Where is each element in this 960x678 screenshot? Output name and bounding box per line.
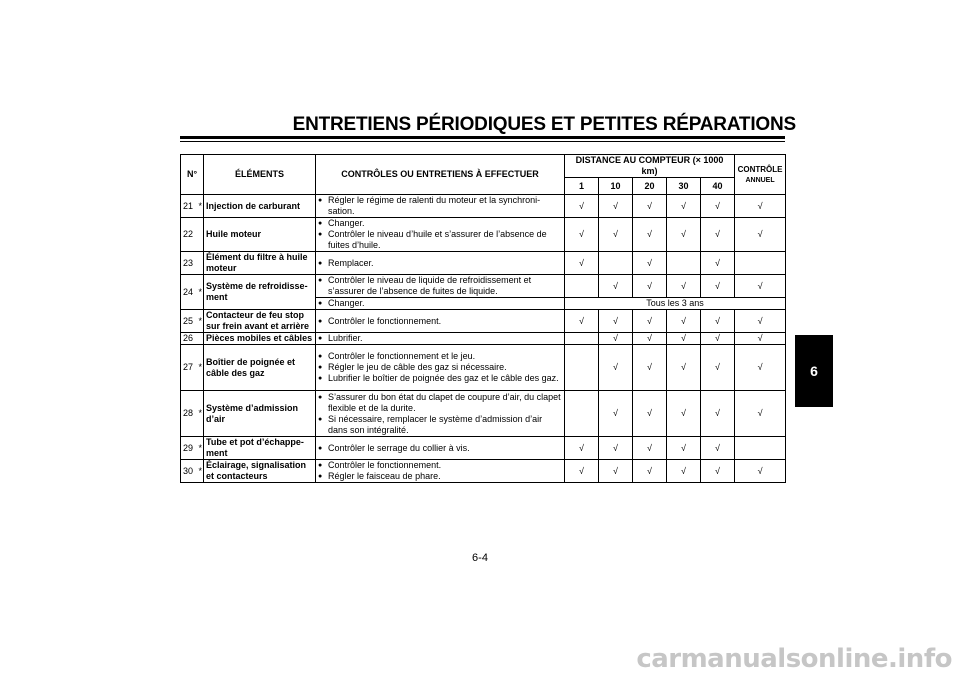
header-num: N°: [181, 155, 204, 195]
check-cell: [565, 275, 599, 298]
check-cell: √: [599, 391, 633, 437]
check-cell: √: [735, 333, 786, 345]
check-cell: √: [701, 460, 735, 483]
check-cell: √: [599, 195, 633, 218]
action-item: ● Remplacer.: [318, 258, 562, 269]
check-cell: [565, 333, 599, 345]
check-cell: √: [667, 333, 701, 345]
check-cell: √: [599, 275, 633, 298]
check-cell: √: [667, 460, 701, 483]
check-cell: √: [599, 333, 633, 345]
action-list: [318, 333, 562, 344]
check-cell: √: [565, 195, 599, 218]
table-row: [181, 391, 786, 437]
row-number: 25: [181, 310, 197, 333]
action-cell: [316, 195, 565, 218]
action-item: ● Lubrifier.: [318, 333, 562, 344]
action-item: ● Si nécessaire, remplacer le système d’admission d’air dans son intégralité.: [318, 414, 562, 436]
star-marker: *: [197, 195, 204, 218]
item-name: Éclairage, signalisation et contacteurs: [204, 460, 316, 483]
action-list: [318, 275, 562, 297]
action-cell: [316, 345, 565, 391]
check-cell: √: [565, 252, 599, 275]
table-row: [181, 333, 786, 345]
item-name: Tube et pot d’échappe-ment: [204, 437, 316, 460]
check-cell: [667, 252, 701, 275]
row-number: 26: [181, 333, 197, 345]
check-cell: √: [735, 460, 786, 483]
action-item: ● Changer.: [318, 218, 562, 229]
check-cell: √: [667, 218, 701, 252]
star-marker: *: [197, 345, 204, 391]
check-cell: √: [565, 460, 599, 483]
row-number: 24: [181, 275, 197, 310]
row-number: 29: [181, 437, 197, 460]
title-underline-thick: [180, 136, 785, 139]
check-cell: √: [735, 391, 786, 437]
action-cell: [316, 310, 565, 333]
check-cell: √: [701, 218, 735, 252]
check-cell: [735, 437, 786, 460]
check-cell: √: [633, 437, 667, 460]
action-item: ● Contrôler le fonctionnement et le jeu.: [318, 351, 562, 362]
check-cell: [565, 345, 599, 391]
item-name: Injection de carburant: [204, 195, 316, 218]
check-cell: √: [701, 275, 735, 298]
check-cell: √: [633, 218, 667, 252]
action-cell: [316, 333, 565, 345]
watermark-text: carmanualsonline.info: [636, 644, 952, 674]
table-row: [181, 252, 786, 275]
check-cell: √: [701, 345, 735, 391]
header-distance: DISTANCE AU COMPTEUR (× 1000 km): [565, 155, 735, 178]
check-cell: √: [599, 345, 633, 391]
check-cell: √: [735, 310, 786, 333]
action-cell: [316, 460, 565, 483]
item-name: Système de refroidisse-ment: [204, 275, 316, 310]
action-cell: [316, 391, 565, 437]
item-name: Élément du filtre à huile moteur: [204, 252, 316, 275]
action-cell: [316, 437, 565, 460]
check-cell: √: [667, 275, 701, 298]
check-cell: √: [701, 195, 735, 218]
header-km: 20: [633, 178, 667, 195]
table-row: [181, 195, 786, 218]
check-cell: √: [633, 252, 667, 275]
star-marker: *: [197, 310, 204, 333]
check-cell: √: [735, 345, 786, 391]
action-list: [318, 351, 562, 384]
item-name: Système d’admission d’air: [204, 391, 316, 437]
check-cell: √: [633, 310, 667, 333]
action-list: [318, 443, 562, 454]
check-cell: √: [701, 333, 735, 345]
check-cell: √: [701, 310, 735, 333]
check-cell: √: [633, 460, 667, 483]
action-list: [318, 460, 562, 482]
page-number: 6-4: [472, 552, 488, 564]
row-number: 23: [181, 252, 197, 275]
header-km: 1: [565, 178, 599, 195]
header-annual-line2: ANNUEL: [745, 176, 775, 184]
maintenance-table: [180, 154, 786, 483]
check-cell: √: [701, 391, 735, 437]
check-cell: √: [667, 195, 701, 218]
star-marker: *: [197, 391, 204, 437]
chapter-tab[interactable]: 6: [795, 335, 833, 407]
action-item: ● Régler le régime de ralenti du moteur et la synchroni-sation.: [318, 195, 562, 217]
action-item: ● Contrôler le niveau d’huile et s’assurer de l’absence de fuites d’huile.: [318, 229, 562, 251]
row-number: 22: [181, 218, 197, 252]
check-cell: √: [599, 460, 633, 483]
item-name: Pièces mobiles et câbles: [204, 333, 316, 345]
check-cell: [565, 391, 599, 437]
row-number: 30: [181, 460, 197, 483]
check-cell: √: [735, 218, 786, 252]
action-list: [318, 258, 562, 269]
star-marker: [197, 218, 204, 252]
action-item: ● Contrôler le niveau de liquide de refroidissement et s’assurer de l’absence de fuites de liquide.: [318, 275, 562, 297]
header-annual: [735, 155, 786, 195]
table-row: [181, 275, 786, 298]
check-cell: √: [565, 437, 599, 460]
page-title: ENTRETIENS PÉRIODIQUES ET PETITES RÉPARATIONS: [292, 114, 796, 135]
check-cell: √: [633, 345, 667, 391]
star-marker: *: [197, 460, 204, 483]
action-list: [318, 316, 562, 327]
star-marker: *: [197, 275, 204, 310]
title-underline-thin: [180, 141, 785, 142]
action-item: ● Régler le jeu de câble des gaz si nécessaire.: [318, 362, 562, 373]
action-cell: [316, 218, 565, 252]
action-list: [318, 218, 562, 251]
check-cell: √: [633, 391, 667, 437]
action-list: [318, 298, 562, 309]
header-actions: CONTRÔLES OU ENTRETIENS À EFFECTUER: [316, 155, 565, 195]
table-row: [181, 218, 786, 252]
action-item: ● S’assurer du bon état du clapet de coupure d’air, du clapet flexible et de la durite.: [318, 392, 562, 414]
check-cell: √: [667, 437, 701, 460]
action-cell: [316, 275, 565, 298]
check-cell: √: [565, 218, 599, 252]
header-km: 10: [599, 178, 633, 195]
item-name: Huile moteur: [204, 218, 316, 252]
table-row: [181, 345, 786, 391]
action-list: [318, 392, 562, 436]
star-marker: [197, 333, 204, 345]
check-cell: √: [667, 391, 701, 437]
check-cell: √: [735, 275, 786, 298]
action-item: ● Lubrifier le boîtier de poignée des gaz et le câble des gaz.: [318, 373, 562, 384]
check-cell: √: [667, 345, 701, 391]
check-cell: √: [667, 310, 701, 333]
header-km: 40: [701, 178, 735, 195]
row-number: 28: [181, 391, 197, 437]
check-cell: √: [599, 218, 633, 252]
star-marker: *: [197, 437, 204, 460]
item-name: Contacteur de feu stop sur frein avant et arrière: [204, 310, 316, 333]
action-item: ● Régler le faisceau de phare.: [318, 471, 562, 482]
check-cell: √: [599, 437, 633, 460]
row-number: 21: [181, 195, 197, 218]
check-cell: √: [599, 310, 633, 333]
table-row: [181, 437, 786, 460]
interval-note: Tous les 3 ans: [565, 298, 786, 310]
action-item: ● Changer.: [318, 298, 562, 309]
header-annual-line1: CONTRÔLE: [737, 164, 783, 174]
table-row: [181, 310, 786, 333]
action-item: ● Contrôler le fonctionnement.: [318, 460, 562, 471]
row-number: 27: [181, 345, 197, 391]
check-cell: √: [701, 437, 735, 460]
check-cell: √: [701, 252, 735, 275]
action-cell: [316, 298, 565, 310]
action-item: ● Contrôler le serrage du collier à vis.: [318, 443, 562, 454]
action-item: ● Contrôler le fonctionnement.: [318, 316, 562, 327]
check-cell: √: [565, 310, 599, 333]
item-name: Boîtier de poignée et câble des gaz: [204, 345, 316, 391]
check-cell: √: [735, 195, 786, 218]
check-cell: [599, 252, 633, 275]
check-cell: √: [633, 195, 667, 218]
action-list: [318, 195, 562, 217]
action-cell: [316, 252, 565, 275]
check-cell: [735, 252, 786, 275]
check-cell: √: [633, 275, 667, 298]
header-km: 30: [667, 178, 701, 195]
star-marker: [197, 252, 204, 275]
check-cell: √: [633, 333, 667, 345]
header-items: ÉLÉMENTS: [204, 155, 316, 195]
table-row: [181, 460, 786, 483]
